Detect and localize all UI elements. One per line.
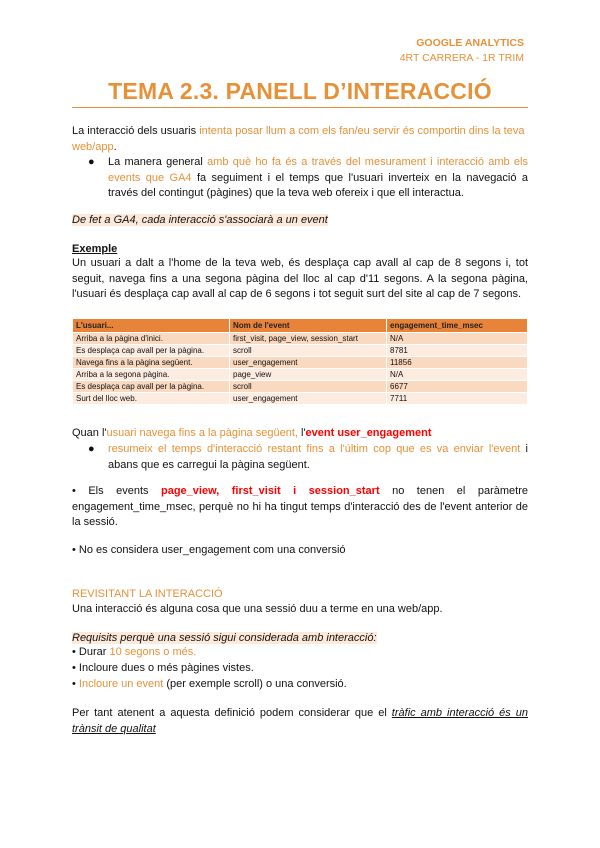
table-row bbox=[73, 369, 528, 381]
bullet2-text: i abans que es carregui la pàgina següent. bbox=[108, 443, 528, 471]
note1-events: page_view, first_visit i session_start bbox=[160, 485, 380, 497]
closing-paragraph bbox=[72, 706, 528, 737]
closing-text: Per tant atenent a aquesta definició podem considerar que el bbox=[72, 707, 392, 719]
after-text2: l' bbox=[297, 427, 306, 439]
ga4-note bbox=[72, 213, 528, 229]
cell: 7711 bbox=[387, 393, 528, 405]
bullet-summary bbox=[90, 442, 528, 473]
note1-text: • Els events bbox=[72, 485, 161, 497]
example-text: Un usuari a dalt a l'home de la teva web, és desplaça cap avall al cap de 8 segons i, tot seguit, navega fins a una segona pàgina del lloc al cap d'11 segons. A la segona pàgina, l'usuari és desplaça cap avall al cap de 6 segons i tot seguit surt del site al cap de 7 segons. bbox=[72, 257, 528, 300]
intro-highlight: intenta posar llum a com els fan/eu servir és comportin dins la teva web/app bbox=[72, 125, 525, 153]
after-table-line bbox=[72, 426, 528, 442]
intro-text: La interacció dels usuaris bbox=[72, 125, 200, 137]
conversion-note: • No es considera user_engagement com una conversió bbox=[72, 544, 346, 556]
cell: Arriba a la pàgina d'inici. bbox=[73, 333, 230, 345]
bullet-general bbox=[90, 155, 528, 202]
after-highlight: usuari navega fins a la pàgina següent, bbox=[106, 427, 298, 439]
col-event: Nom de l'event bbox=[230, 319, 387, 333]
col-engagement: engagement_time_msec bbox=[387, 319, 528, 333]
requirement-duration bbox=[72, 645, 528, 661]
table-header-row bbox=[73, 319, 528, 333]
events-note bbox=[72, 484, 528, 531]
title-divider bbox=[72, 107, 528, 108]
cell: Surt del lloc web. bbox=[73, 393, 230, 405]
example-title: Exemple bbox=[72, 243, 118, 255]
cell: user_engagement bbox=[230, 393, 387, 405]
cell: 8781 bbox=[387, 345, 528, 357]
section-heading: REVISITANT LA INTERACCIÓ bbox=[72, 588, 223, 600]
ga4-highlight: De fet a GA4, cada interacció s'associarà a un event bbox=[72, 214, 328, 226]
req3-highlight: Incloure un event bbox=[78, 678, 164, 690]
cell: N/A bbox=[387, 333, 528, 345]
cell: 6677 bbox=[387, 381, 528, 393]
page-title: TEMA 2.3. PANELL D’INTERACCIÓ bbox=[108, 78, 492, 104]
col-user: L'usuari... bbox=[73, 319, 230, 333]
table-row bbox=[73, 393, 528, 405]
bullet-dot: ● bbox=[88, 443, 95, 455]
bullet1-highlight: amb què ho fa és a través del mesurament i interacció amb els events que GA4 bbox=[108, 156, 528, 184]
document-header bbox=[400, 36, 524, 66]
bullet2-highlight: resumeix el temps d'interacció restant fins a l'últim cop que es va enviar l'event bbox=[108, 443, 521, 455]
bullet1-rest: fa seguiment i el temps que l'usuari inverteix en la navegació a través del contingut (pàgines) que la teva web ofereix i que ell interactua. bbox=[108, 171, 528, 199]
intro-paragraph bbox=[72, 124, 528, 155]
section-intro: Una interacció és alguna cosa que una sessió duu a terme en una web/app. bbox=[72, 603, 443, 615]
req1-highlight: 10 segons o més. bbox=[109, 646, 197, 658]
cell: first_visit, page_view, session_start bbox=[230, 333, 387, 345]
subject-label: GOOGLE ANALYTICS bbox=[416, 37, 524, 49]
table-row bbox=[73, 345, 528, 357]
bullet-dot: ● bbox=[88, 156, 95, 168]
events-table bbox=[72, 318, 528, 405]
req3-text: (per exemple scroll) o una conversió. bbox=[163, 678, 347, 690]
bullet1-text: La manera general bbox=[108, 156, 208, 168]
closing-emphasis: tràfic amb interacció és un trànsit de qualitat bbox=[72, 707, 528, 735]
requirement-event bbox=[72, 677, 528, 693]
cell: Arriba a la segona pàgina. bbox=[73, 369, 230, 381]
table-row bbox=[73, 333, 528, 345]
note1-rest: no tenen el paràmetre engagement_time_msec, perquè no hi ha tingut temps d'interacció des de l'event anterior de la sessió. bbox=[72, 485, 528, 528]
cell: scroll bbox=[230, 345, 387, 357]
cell: Es desplaça cap avall per la pàgina. bbox=[73, 345, 230, 357]
course-label: 4RT CARRERA - 1R TRIM bbox=[399, 52, 524, 64]
requirements-highlight: Requisits perquè una sessió sigui considerada amb interacció: bbox=[72, 632, 377, 644]
cell: N/A bbox=[387, 369, 528, 381]
cell: page_view bbox=[230, 369, 387, 381]
cell: 11856 bbox=[387, 357, 528, 369]
req3-bullet: • bbox=[72, 678, 79, 690]
cell: Es desplaça cap avall per la pàgina. bbox=[73, 381, 230, 393]
table-row bbox=[73, 381, 528, 393]
after-event: event user_engagement bbox=[305, 427, 432, 439]
table-row bbox=[73, 357, 528, 369]
cell: user_engagement bbox=[230, 357, 387, 369]
cell: Navega fins a la pàgina següent. bbox=[73, 357, 230, 369]
cell: scroll bbox=[230, 381, 387, 393]
after-text: Quan l' bbox=[72, 427, 107, 439]
intro-end: . bbox=[113, 140, 117, 153]
requirement-pages: • Incloure dues o més pàgines vistes. bbox=[72, 662, 254, 674]
req1-text: • Durar bbox=[72, 646, 110, 658]
